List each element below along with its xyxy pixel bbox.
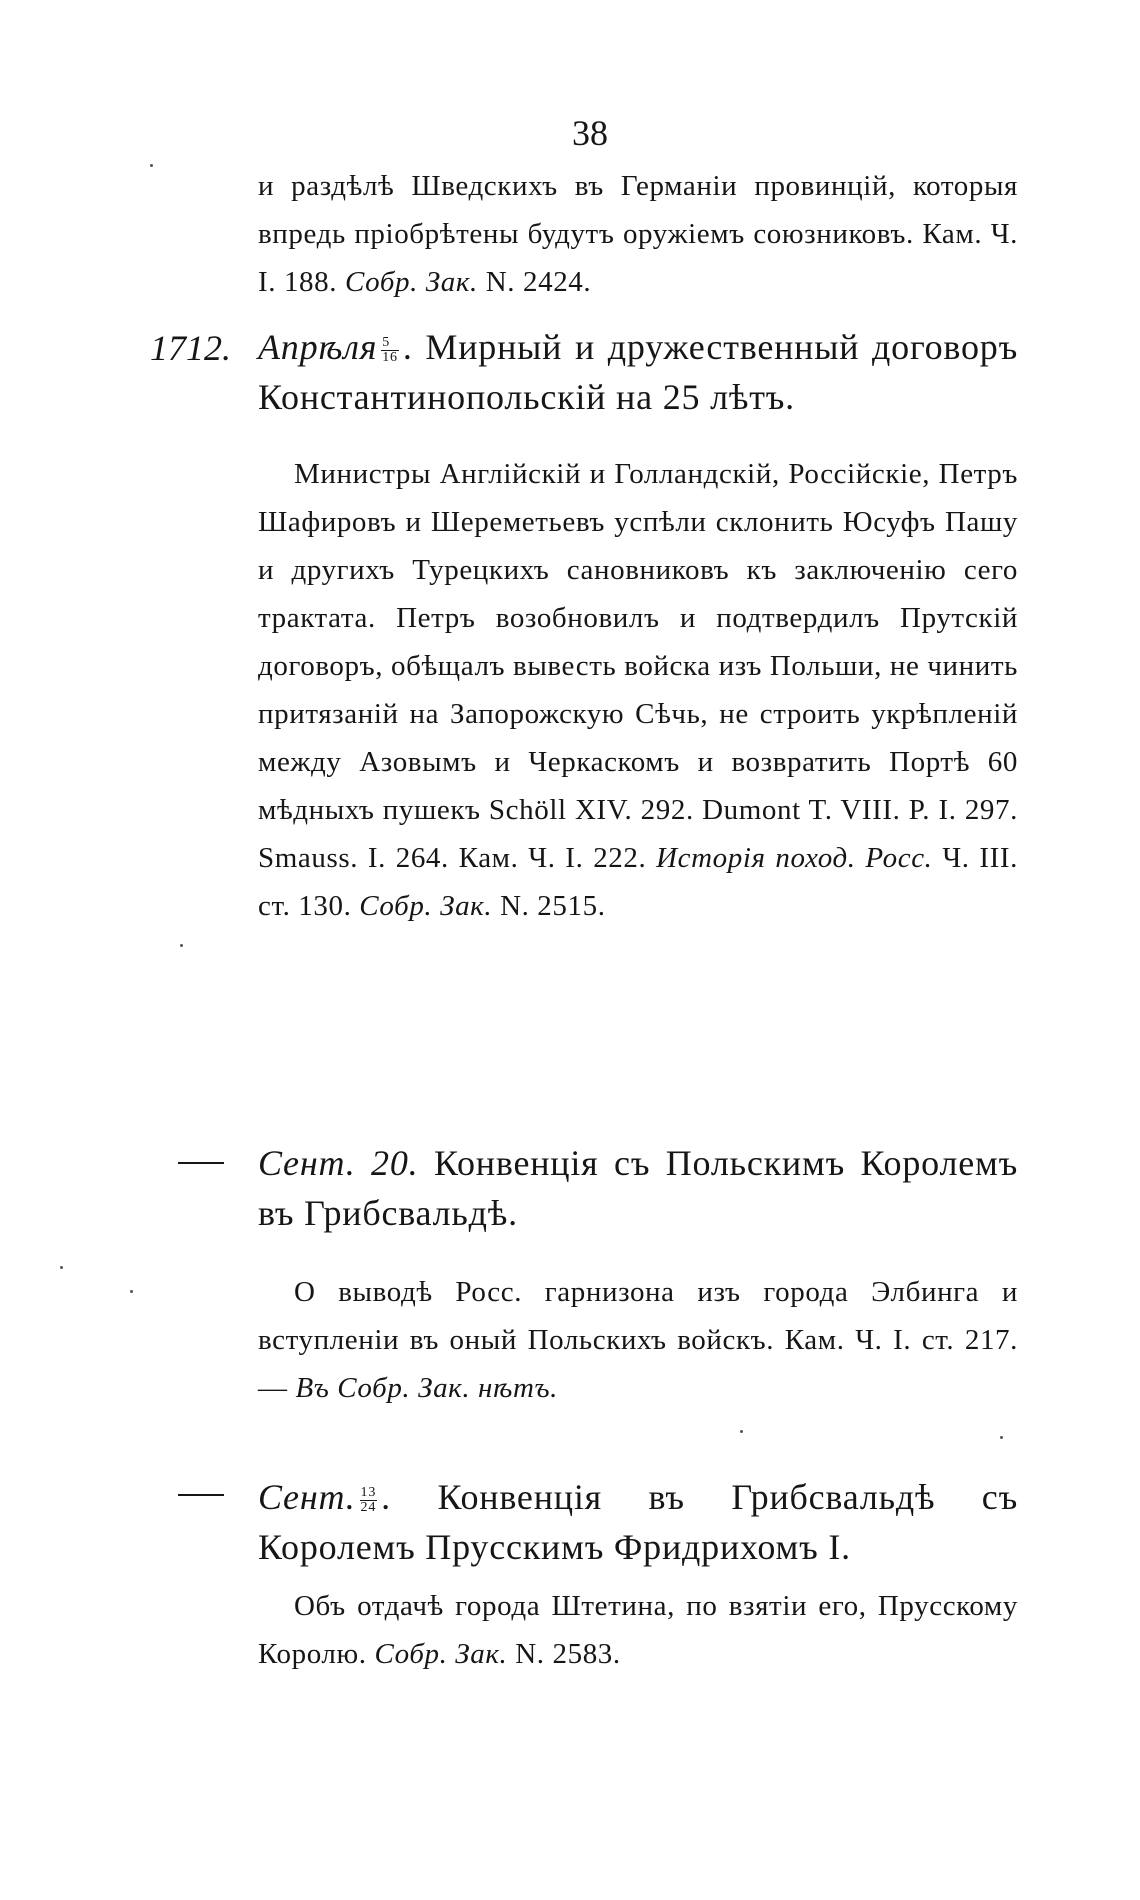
scan-speck xyxy=(180,944,183,947)
fraction-numerator: 5 xyxy=(381,336,399,351)
entry-sept13-ref-italic: Собр. Зак. xyxy=(374,1638,508,1670)
fraction-numerator: 13 xyxy=(360,1485,377,1501)
entry-year: 1712. xyxy=(150,328,231,368)
scan-speck xyxy=(130,1290,133,1293)
entry-1712-body-text: Министры Англійскій и Голландскій, Россійскіе, Петръ Шафировъ и Шереметьевъ успѣли склонить Юсуфъ Пашу и другихъ Турецкихъ сановниковъ къ заключенію сего трактата. Петръ возобновилъ и подтвердилъ Прутскій договоръ, обѣщалъ вывесть войска изъ Польши, не чинить притязаній на Запорожскую Сѣчь, не строить укрѣпленій между Азовымъ и Черкаскомъ и возвратить Портѣ 60 мѣдныхъ пушекъ Schöll XIV. 292. Dumont T. VIII. P. I. 297. Smauss. I. 264. Кам. Ч. I. 222. xyxy=(258,458,1018,874)
entry-1712-heading xyxy=(258,322,1018,422)
entry-sept13-body-text: Объ отдачѣ города Штетина, по взятіи его, Прусскому Королю. xyxy=(258,1590,1018,1670)
entry-1712-body xyxy=(258,450,1018,930)
entry-sept20-body xyxy=(258,1268,1018,1412)
entry-sept13-date-fraction xyxy=(360,1486,378,1515)
scan-speck xyxy=(60,1266,63,1269)
entry-1712-ref-mid: Ч. III. ст. 130. xyxy=(258,842,1019,922)
fraction-denominator: 16 xyxy=(382,350,398,366)
entry-sept13-body xyxy=(258,1582,1018,1678)
scan-speck xyxy=(740,1430,743,1433)
entry-1712-month: Апрѣля xyxy=(258,327,378,367)
intro-ref-italic: Собр. Зак. xyxy=(344,266,478,298)
entry-sept20-heading xyxy=(258,1138,1018,1238)
entry-dash xyxy=(178,1162,224,1164)
entry-1712-ref-italic: Исторія поход. Росс. xyxy=(656,842,933,874)
intro-text: и раздѣлѣ Шведскихъ въ Германіи провинцій, которыя впредь пріобрѣтены будутъ оружіемъ союзниковъ. Кам. Ч. I. 188. xyxy=(258,170,1018,298)
scan-speck xyxy=(1000,1436,1003,1439)
fraction-denominator: 24 xyxy=(360,1500,377,1516)
entry-sept13-title: . Конвенція въ Грибсвальдѣ съ Королемъ Прусскимъ Фридрихомъ I. xyxy=(258,1477,1018,1567)
entry-dash xyxy=(178,1494,224,1496)
entry-1712-title: . Мирный и дружественный договоръ Константинопольскій на 25 лѣтъ. xyxy=(258,327,1018,417)
page-number: 38 xyxy=(572,113,608,153)
intro-ref-tail: N. 2424. xyxy=(485,266,592,298)
entry-sept13-heading xyxy=(258,1472,1018,1572)
entry-sept13-ref-tail: N. 2583. xyxy=(515,1638,621,1670)
entry-1712-date-fraction xyxy=(381,336,399,365)
entry-sept20-date: Сент. 20. xyxy=(258,1143,419,1183)
scan-speck xyxy=(150,164,153,167)
entry-sept13-date: Сент. xyxy=(258,1477,356,1517)
entry-sept20-body-text: О выводѣ Росс. гарнизона изъ города Элбинга и вступленіи въ оный Польскихъ войскъ. Кам. Ч. I. ст. 217. — xyxy=(258,1276,1018,1404)
entry-1712-ref-tail: N. 2515. xyxy=(500,890,606,922)
intro-paragraph xyxy=(258,162,1018,306)
entry-1712-ref-italic2: Собр. Зак. xyxy=(359,890,493,922)
entry-sept20-ref-italic: Въ Собр. Зак. нѣтъ. xyxy=(295,1372,559,1404)
entry-sept20-title: Конвенція съ Польскимъ Королемъ въ Грибсвальдѣ. xyxy=(258,1143,1018,1233)
